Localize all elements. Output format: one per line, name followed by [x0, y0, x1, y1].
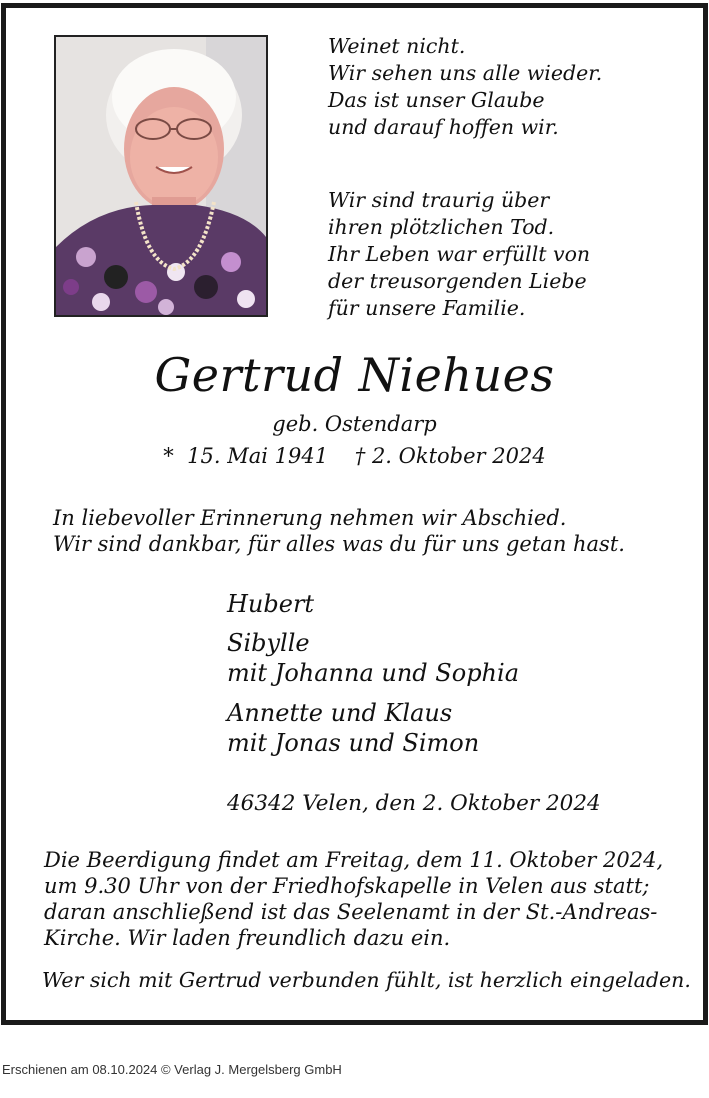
publication-footer: Erschienen am 08.10.2024 © Verlag J. Mergelsberg GmbH — [2, 1062, 342, 1077]
funeral-line: um 9.30 Uhr von der Friedhofskapelle in Velen aus statt; — [44, 874, 650, 898]
poem-line: für unsere Familie. — [328, 296, 526, 320]
funeral-line: Die Beerdigung findet am Freitag, dem 11. Oktober 2024, — [44, 848, 664, 872]
family-line: mit Johanna und Sophia — [227, 659, 519, 687]
poem-line: Wir sind traurig über — [328, 188, 550, 212]
family-line: Hubert — [227, 590, 315, 618]
family-sibylle — [227, 628, 519, 688]
portrait-image — [56, 37, 266, 315]
family-annette — [227, 698, 479, 758]
place-date: 46342 Velen, den 2. Oktober 2024 — [227, 791, 601, 816]
poem-line: ihren plötzlichen Tod. — [328, 215, 555, 239]
poem-line: und darauf hoffen wir. — [328, 115, 559, 139]
poem-stanza-2 — [328, 187, 590, 322]
farewell-line: In liebevoller Erinnerung nehmen wir Abschied. — [53, 506, 567, 530]
family-line: Sibylle — [227, 629, 310, 657]
invitation-line: Wer sich mit Gertrud verbunden fühlt, ist herzlich eingeladen. — [42, 968, 691, 992]
farewell-line: Wir sind dankbar, für alles was du für uns getan hast. — [53, 532, 625, 556]
poem-line: Ihr Leben war erfüllt von — [328, 242, 591, 266]
family-hubert — [227, 589, 314, 619]
poem-line: Weinet nicht. — [328, 34, 466, 58]
portrait-photo — [54, 35, 268, 317]
deceased-name: Gertrud Niehues — [154, 348, 555, 402]
poem-line: Das ist unser Glaube — [328, 88, 545, 112]
poem-line: Wir sehen uns alle wieder. — [328, 61, 603, 85]
poem-line: der treusorgenden Liebe — [328, 269, 587, 293]
poem-stanza-1 — [328, 33, 602, 141]
family-line: mit Jonas und Simon — [227, 729, 480, 757]
funeral-line: Kirche. Wir laden freundlich dazu ein. — [44, 926, 451, 950]
maiden-name: geb. Ostendarp — [272, 412, 437, 436]
funeral-line: daran anschließend ist das Seelenamt in der St.-Andreas- — [44, 900, 658, 924]
life-dates: * 15. Mai 1941 † 2. Oktober 2024 — [163, 444, 546, 468]
family-line: Annette und Klaus — [227, 699, 453, 727]
